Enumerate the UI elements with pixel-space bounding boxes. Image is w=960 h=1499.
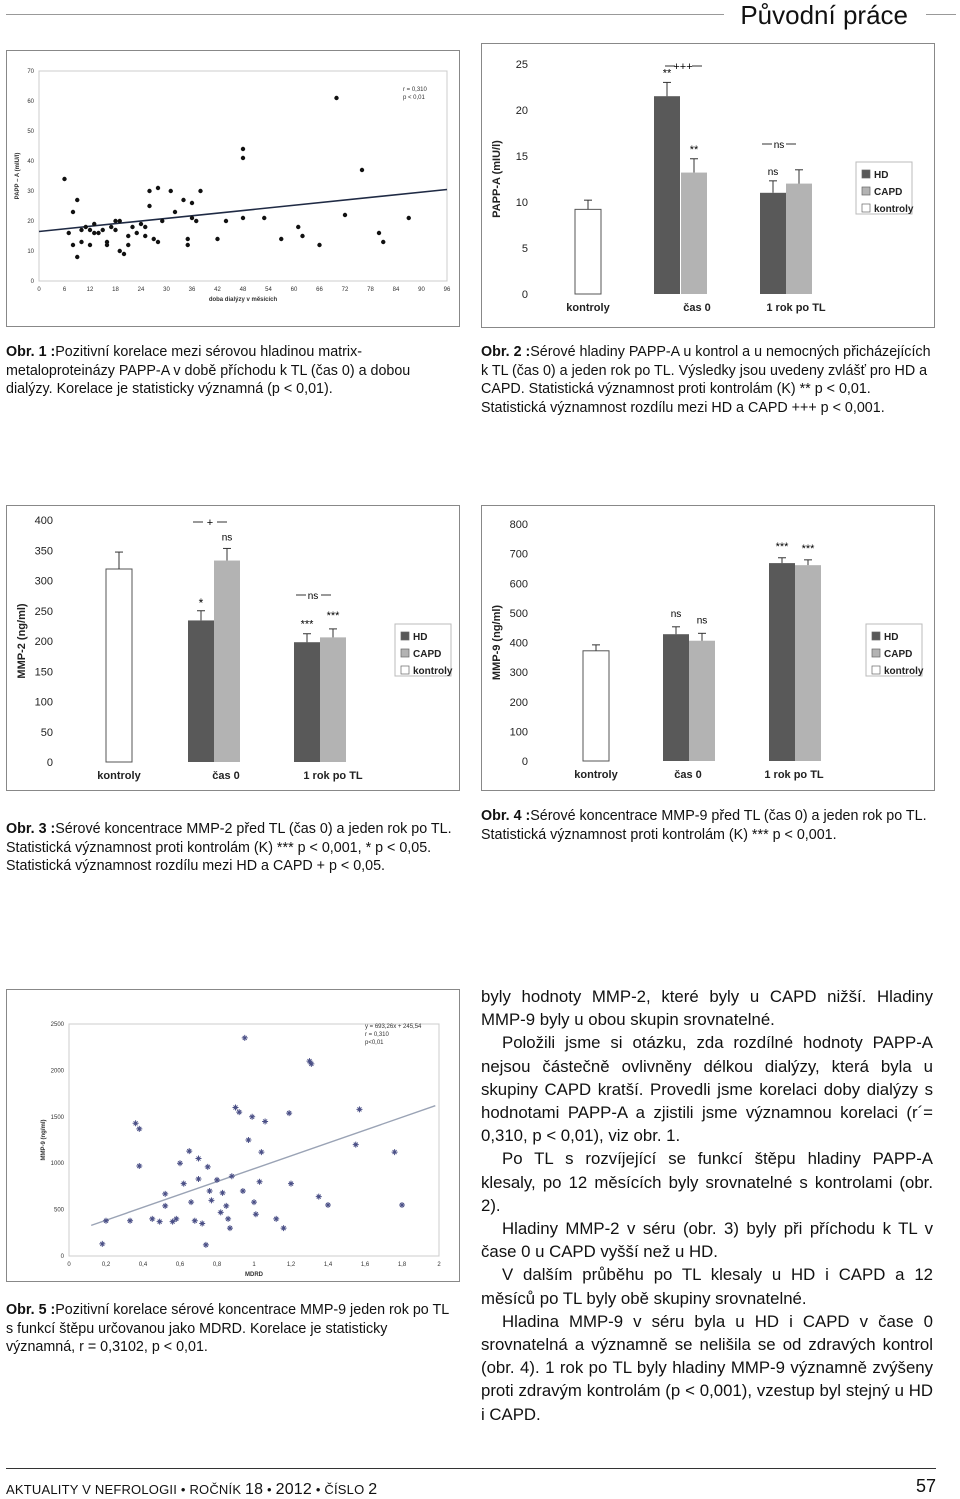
- significance-label: ***: [300, 618, 314, 631]
- significance-label: **: [662, 67, 672, 80]
- data-point: [181, 1181, 187, 1187]
- body-paragraph: Položili jsme si otázku, zda rozdílné hodnoty PAPP-A nejsou částečně ovlivněny délkou dialýzy, která byla u skupiny CAPD kratší. Provedli jsme korelaci doby dialýzy s hodnotami PAPP-A a zjistili jsme významnou korelaci (r´= 0,310, p < 0,01), viz obr. 1.: [481, 1033, 933, 1146]
- y-tick-label: 300: [509, 667, 528, 680]
- data-point: [273, 1216, 279, 1222]
- y-tick-label: 800: [509, 519, 528, 531]
- data-point: [281, 1225, 287, 1231]
- data-point: [149, 1216, 155, 1222]
- data-point: [220, 1190, 226, 1196]
- data-point: [75, 255, 79, 259]
- y-tick-label: 5: [521, 243, 528, 255]
- y-tick-label: 0: [60, 1254, 64, 1260]
- body-paragraph: Hladina MMP-9 v séru byla u HD i CAPD v čase 0 srovnatelná a významně se nelišila se od zdravých kontrol (obr. 4). 1 rok po TL byly hladiny MMP-9 významně zvýšeny proti zdravým kontrolám (p < 0,001), vzestup byl stejný u HD i CAPD.: [481, 1311, 933, 1424]
- data-point: [162, 1203, 168, 1209]
- y-axis-title: MMP-2 (ng/ml): [16, 603, 28, 679]
- data-point: [325, 1202, 331, 1208]
- figure-4-caption-label: Obr. 4 :: [481, 808, 531, 824]
- data-point: [288, 1181, 294, 1187]
- legend-swatch: [862, 204, 870, 212]
- significance-label: *: [198, 595, 204, 610]
- data-point: [177, 1160, 183, 1166]
- y-tick-label: 0: [30, 279, 34, 285]
- data-point: [130, 225, 134, 229]
- bar-hd: [188, 620, 214, 762]
- annotation-text: y = 693,26x + 245,54: [365, 1024, 422, 1030]
- body-paragraph: V dalším průběhu po TL klesaly u HD i CAPD a 12 měsíců po TL byly obě skupiny srovnatelné.: [481, 1265, 933, 1308]
- footer-journal: AKTUALITY V NEFROLOGII: [6, 1482, 178, 1497]
- legend-swatch: [872, 632, 880, 640]
- y-tick-label: 60: [27, 99, 34, 105]
- x-axis-title: MDRD: [245, 1272, 263, 1278]
- y-tick-label: 600: [509, 578, 528, 591]
- y-tick-label: 70: [27, 69, 34, 75]
- significance-label: ns: [767, 166, 779, 178]
- trend-line: [91, 1106, 435, 1226]
- data-point: [251, 1199, 257, 1205]
- bar-hd: [654, 96, 680, 294]
- y-tick-label: 300: [34, 575, 53, 588]
- bar-capd: [681, 173, 707, 294]
- x-tick-label: 54: [265, 287, 272, 293]
- page-number: 57: [915, 1476, 936, 1496]
- bar-capd: [786, 184, 812, 294]
- y-axis-title: MMP-9 (ng/ml): [491, 604, 503, 681]
- x-tick-label: 90: [418, 287, 425, 293]
- data-point: [173, 1216, 179, 1222]
- legend-label: CAPD: [874, 187, 903, 198]
- bar-kontroly: [575, 209, 601, 294]
- x-tick-label: 1 rok po TL: [766, 302, 826, 314]
- y-tick-label: 40: [27, 159, 34, 165]
- data-point: [218, 1209, 224, 1215]
- x-tick-label: kontroly: [574, 769, 618, 781]
- body-text: [481, 985, 933, 1426]
- data-point: [215, 237, 219, 241]
- significance-label: +: [206, 517, 214, 529]
- significance-label: ns: [773, 140, 785, 151]
- data-point: [79, 228, 83, 232]
- significance-label: ns: [221, 532, 233, 544]
- data-point: [241, 156, 245, 160]
- data-point: [205, 1164, 211, 1170]
- x-tick-label: 0: [37, 287, 41, 293]
- data-point: [173, 210, 177, 214]
- x-tick-label: 30: [163, 287, 170, 293]
- data-point: [143, 225, 147, 229]
- data-point: [316, 1194, 322, 1200]
- figure-1-caption-text: Pozitivní korelace mezi sérovou hladinou matrix-metaloproteinázy PAPP-A v době příchodu k TL (čas 0) a dobou dialýzy. Korelace je statisticky významná (p < 0,01).: [6, 344, 411, 397]
- figure-4-chart: [482, 506, 934, 790]
- figure-1-caption-label: Obr. 1 :: [6, 344, 56, 360]
- y-axis-title: PAPP-A (mIU/l): [491, 140, 503, 218]
- footer-volume-label: ROČNÍK: [189, 1482, 242, 1497]
- y-tick-label: 0: [521, 756, 528, 768]
- data-point: [135, 231, 139, 235]
- y-tick-label: 1500: [50, 1114, 64, 1121]
- data-point: [133, 1120, 139, 1126]
- significance-label: ns: [307, 591, 319, 602]
- figure-3-caption-text: Sérové koncentrace MMP-2 před TL (čas 0) a jeden rok po TL. Statistická významnost proti kontrolám (K) *** p < 0,001, * p < 0,05. Statistická významnost rozdílu mezi HD a CAPD + p < 0,05.: [6, 821, 452, 874]
- data-point: [101, 228, 105, 232]
- figure-5: [6, 989, 460, 1282]
- data-point: [127, 1218, 133, 1224]
- x-tick-label: 1,4: [323, 1262, 333, 1268]
- figure-5-caption: [6, 1301, 458, 1357]
- data-point: [229, 1173, 235, 1179]
- data-point: [296, 225, 300, 229]
- footer-year: 2012: [275, 1481, 313, 1498]
- figure-3-caption-label: Obr. 3 :: [6, 821, 56, 837]
- x-tick-label: 72: [341, 287, 349, 293]
- y-tick-label: 25: [515, 59, 528, 71]
- x-tick-label: 48: [239, 287, 247, 293]
- y-tick-label: 10: [515, 197, 528, 209]
- x-axis-title: doba dialýzy v měsících: [208, 297, 278, 303]
- bar-capd: [320, 637, 346, 762]
- figure-3-caption: [6, 820, 458, 876]
- significance-label: ***: [801, 542, 815, 555]
- bar-capd: [689, 641, 715, 761]
- data-point: [207, 1188, 213, 1194]
- significance-label: ***: [326, 609, 340, 622]
- data-point: [381, 240, 385, 244]
- data-point: [240, 1188, 246, 1194]
- plot-area: [39, 71, 447, 281]
- x-tick-label: kontroly: [97, 770, 141, 782]
- data-point: [113, 219, 117, 223]
- data-point: [186, 243, 190, 247]
- legend-swatch: [862, 170, 870, 178]
- data-point: [169, 189, 173, 193]
- y-tick-label: 20: [515, 105, 528, 117]
- data-point: [126, 243, 130, 247]
- y-tick-label: 100: [509, 726, 528, 739]
- x-tick-label: čas 0: [212, 770, 240, 782]
- y-tick-label: 500: [509, 607, 528, 620]
- bar-hd: [294, 642, 320, 762]
- legend-swatch: [401, 649, 409, 657]
- body-paragraph: byly hodnoty MMP-2, které byly u CAPD nižší. Hladiny MMP-9 byly u obou skupin srovnatelné.: [481, 987, 933, 1030]
- data-point: [113, 228, 117, 232]
- data-point: [360, 168, 364, 172]
- data-point: [356, 1106, 362, 1112]
- x-tick-label: 1 rok po TL: [303, 770, 363, 782]
- data-point: [186, 237, 190, 241]
- figure-3: [6, 505, 460, 791]
- data-point: [399, 1202, 405, 1208]
- data-point: [236, 1109, 242, 1115]
- footer-volume: 18: [245, 1481, 264, 1498]
- data-point: [343, 213, 347, 217]
- data-point: [227, 1225, 233, 1231]
- data-point: [188, 1199, 194, 1205]
- body-paragraph: Po TL s rozvíjející se funkcí štěpu hladiny PAPP-A klesaly, po 12 měsících byly srovnatelné s kontrolami (obr. 2).: [481, 1149, 933, 1215]
- data-point: [208, 1197, 214, 1203]
- data-point: [92, 231, 96, 235]
- data-point: [84, 225, 88, 229]
- x-tick-label: 0,4: [138, 1262, 148, 1268]
- data-point: [139, 222, 143, 226]
- data-point: [96, 231, 100, 235]
- data-point: [225, 1216, 231, 1222]
- y-tick-label: 2000: [50, 1068, 64, 1075]
- footer-issue-label: ČÍSLO: [324, 1482, 365, 1497]
- data-point: [258, 1149, 264, 1155]
- legend-label: kontroly: [874, 204, 914, 215]
- bar-hd: [760, 193, 786, 294]
- y-tick-label: 700: [509, 548, 528, 561]
- y-tick-label: 200: [509, 696, 528, 709]
- data-point: [157, 1219, 163, 1225]
- y-tick-label: 350: [34, 545, 53, 558]
- data-point: [192, 1218, 198, 1224]
- data-point: [160, 219, 164, 223]
- figure-4-caption: [481, 807, 933, 844]
- data-point: [105, 243, 109, 247]
- footer-rule: [6, 1468, 936, 1469]
- annotation-text: p<0,01: [365, 1040, 384, 1046]
- data-point: [279, 237, 283, 241]
- data-point: [103, 1218, 109, 1224]
- bar-kontroly: [583, 651, 609, 761]
- figure-5-caption-label: Obr. 5 :: [6, 1302, 56, 1318]
- data-point: [126, 234, 130, 238]
- x-tick-label: kontroly: [566, 302, 610, 314]
- data-point: [88, 228, 92, 232]
- x-tick-label: 1,2: [286, 1262, 296, 1268]
- x-tick-label: 60: [290, 287, 298, 293]
- data-point: [392, 1149, 398, 1155]
- data-point: [136, 1126, 142, 1132]
- x-tick-label: 96: [443, 287, 451, 293]
- x-tick-label: 6: [62, 287, 67, 293]
- data-point: [92, 222, 96, 226]
- x-tick-label: 0,6: [175, 1262, 185, 1268]
- legend-label: HD: [413, 632, 428, 643]
- y-tick-label: 20: [27, 219, 34, 225]
- bar-capd: [795, 565, 821, 761]
- data-point: [79, 240, 83, 244]
- data-point: [143, 234, 147, 238]
- data-point: [186, 1148, 192, 1154]
- figure-3-chart: [7, 506, 459, 790]
- data-point: [162, 1191, 168, 1197]
- legend-label: kontroly: [884, 666, 924, 677]
- data-point: [147, 204, 151, 208]
- y-tick-label: 15: [515, 151, 528, 163]
- y-tick-label: 1000: [50, 1161, 64, 1168]
- data-point: [190, 216, 194, 220]
- y-tick-label: 500: [53, 1207, 64, 1214]
- data-point: [223, 1203, 229, 1209]
- y-tick-label: 0: [46, 757, 53, 769]
- figure-5-caption-text: Pozitivní korelace sérové koncentrace MMP-9 jeden rok po TL s funkcí štěpu určovanou jako MDRD. Korelace je statisticky významná, r = 0,3102, p < 0,01.: [6, 1302, 449, 1355]
- data-point: [253, 1211, 259, 1217]
- x-tick-label: 78: [367, 287, 374, 293]
- x-tick-label: 24: [137, 287, 145, 293]
- y-tick-label: 400: [509, 637, 528, 650]
- header-rule-left: [6, 14, 724, 15]
- data-point: [241, 147, 245, 151]
- data-point: [196, 1156, 202, 1162]
- data-point: [71, 243, 75, 247]
- y-tick-label: 400: [34, 515, 53, 527]
- legend-label: kontroly: [413, 666, 453, 677]
- data-point: [286, 1110, 292, 1116]
- data-point: [190, 201, 194, 205]
- x-tick-label: 12: [86, 287, 94, 293]
- x-tick-label: čas 0: [683, 302, 711, 314]
- header-rule-right: [926, 14, 956, 15]
- x-tick-label: 0,8: [212, 1262, 222, 1268]
- y-tick-label: 50: [27, 129, 34, 135]
- data-point: [317, 243, 321, 247]
- data-point: [62, 177, 66, 181]
- legend-swatch: [401, 666, 409, 674]
- data-point: [334, 96, 338, 100]
- x-tick-label: 0,2: [101, 1262, 111, 1268]
- data-point: [109, 225, 113, 229]
- data-point: [249, 1114, 255, 1120]
- trend-line: [39, 190, 447, 232]
- bar-hd: [663, 634, 689, 761]
- x-tick-label: 2: [437, 1262, 441, 1268]
- figure-1-chart: [7, 51, 459, 326]
- footer-journal-info: AKTUALITY V NEFROLOGII • ROČNÍK 18 • 2012 • ČÍSLO 2: [6, 1481, 378, 1498]
- data-point: [181, 198, 185, 202]
- legend-swatch: [401, 632, 409, 640]
- legend-label: HD: [884, 632, 899, 643]
- data-point: [67, 231, 71, 235]
- legend-label: CAPD: [413, 649, 442, 660]
- significance-label: ns: [696, 615, 708, 627]
- data-point: [224, 219, 228, 223]
- x-tick-label: 1,8: [397, 1262, 407, 1268]
- y-tick-label: 30: [27, 189, 34, 195]
- annotation-text: r = 0,310: [365, 1032, 389, 1038]
- data-point: [257, 1179, 263, 1185]
- annotation-text: r = 0,310: [403, 87, 427, 93]
- y-axis-title: PAPP – A (mIU/l): [15, 152, 21, 200]
- footer-issue: 2: [368, 1481, 378, 1498]
- legend-swatch: [872, 649, 880, 657]
- significance-label: +++: [673, 61, 693, 73]
- data-point: [147, 189, 151, 193]
- plot-area: [69, 1024, 439, 1256]
- data-point: [122, 252, 126, 256]
- data-point: [194, 219, 198, 223]
- x-tick-label: 66: [316, 287, 323, 293]
- data-point: [196, 1176, 202, 1182]
- data-point: [242, 1035, 248, 1041]
- x-tick-label: čas 0: [674, 769, 702, 781]
- y-tick-label: 50: [40, 726, 53, 739]
- figure-2-caption-text: Sérové hladiny PAPP-A u kontrol a u nemocných přicházejících k TL (čas 0) a jeden rok po TL. Výsledky jsou uvedeny zvlášť pro HD a CAPD. Statistická významnost proti kontrolám (K) ** p < 0,01. Statistická významnost rozdílu mezi HD a CAPD +++ p < 0,001.: [481, 344, 931, 416]
- data-point: [407, 216, 411, 220]
- figure-4: [481, 505, 935, 791]
- figure-1-caption: [6, 343, 458, 399]
- x-tick-label: 1: [252, 1262, 256, 1268]
- legend-label: HD: [874, 170, 889, 181]
- data-point: [118, 249, 122, 253]
- figure-2-caption-label: Obr. 2 :: [481, 344, 531, 360]
- y-tick-label: 200: [34, 636, 53, 648]
- data-point: [245, 1137, 251, 1143]
- data-point: [170, 1219, 176, 1225]
- bar-hd: [769, 563, 795, 761]
- data-point: [152, 237, 156, 241]
- bar-capd: [214, 561, 240, 762]
- y-tick-label: 250: [34, 605, 53, 618]
- data-point: [262, 216, 266, 220]
- data-point: [241, 216, 245, 220]
- figure-1: [6, 50, 460, 327]
- section-title: Původní práce: [740, 0, 908, 30]
- body-paragraph: Hladiny MMP-2 v séru (obr. 3) byly při příchodu k TL v čase 0 u CAPD vyšší než u HD.: [481, 1219, 933, 1262]
- y-tick-label: 10: [27, 249, 34, 255]
- significance-label: ns: [670, 608, 682, 620]
- legend-swatch: [862, 187, 870, 195]
- data-point: [199, 1221, 205, 1227]
- data-point: [136, 1163, 142, 1169]
- annotation-text: p < 0,01: [403, 95, 425, 101]
- figure-2: [481, 43, 935, 328]
- legend-swatch: [872, 666, 880, 674]
- data-point: [71, 210, 75, 214]
- y-tick-label: 100: [34, 696, 53, 709]
- x-tick-label: 0: [67, 1262, 71, 1268]
- data-point: [156, 240, 160, 244]
- data-point: [198, 189, 202, 193]
- figure-2-caption: [481, 343, 933, 417]
- x-tick-label: 84: [392, 287, 400, 293]
- data-point: [353, 1142, 359, 1148]
- figure-4-caption-text: Sérové koncentrace MMP-9 před TL (čas 0) a jeden rok po TL. Statistická významnost proti kontrolám (K) *** p < 0,001.: [481, 808, 927, 843]
- y-tick-label: 150: [34, 666, 53, 679]
- data-point: [99, 1241, 105, 1247]
- bar-kontroly: [106, 569, 132, 762]
- data-point: [88, 243, 92, 247]
- figure-5-chart: [7, 990, 459, 1281]
- x-tick-label: 1 rok po TL: [764, 769, 824, 781]
- data-point: [75, 198, 79, 202]
- data-point: [233, 1105, 239, 1111]
- data-point: [156, 186, 160, 190]
- data-point: [300, 234, 304, 238]
- data-point: [118, 219, 122, 223]
- data-point: [262, 1118, 268, 1124]
- significance-label: **: [689, 143, 699, 156]
- x-tick-label: 1,6: [360, 1262, 370, 1268]
- data-point: [377, 231, 381, 235]
- x-tick-label: 18: [112, 287, 119, 293]
- significance-label: ***: [775, 540, 789, 553]
- figure-2-chart: [482, 44, 934, 327]
- y-tick-label: 2500: [50, 1022, 64, 1028]
- data-point: [203, 1242, 209, 1248]
- legend-label: CAPD: [884, 649, 913, 660]
- y-axis-title: MMP-9 (ng/ml): [41, 1119, 47, 1161]
- x-tick-label: 42: [214, 287, 221, 293]
- x-tick-label: 36: [188, 287, 196, 293]
- y-tick-label: 0: [521, 289, 528, 301]
